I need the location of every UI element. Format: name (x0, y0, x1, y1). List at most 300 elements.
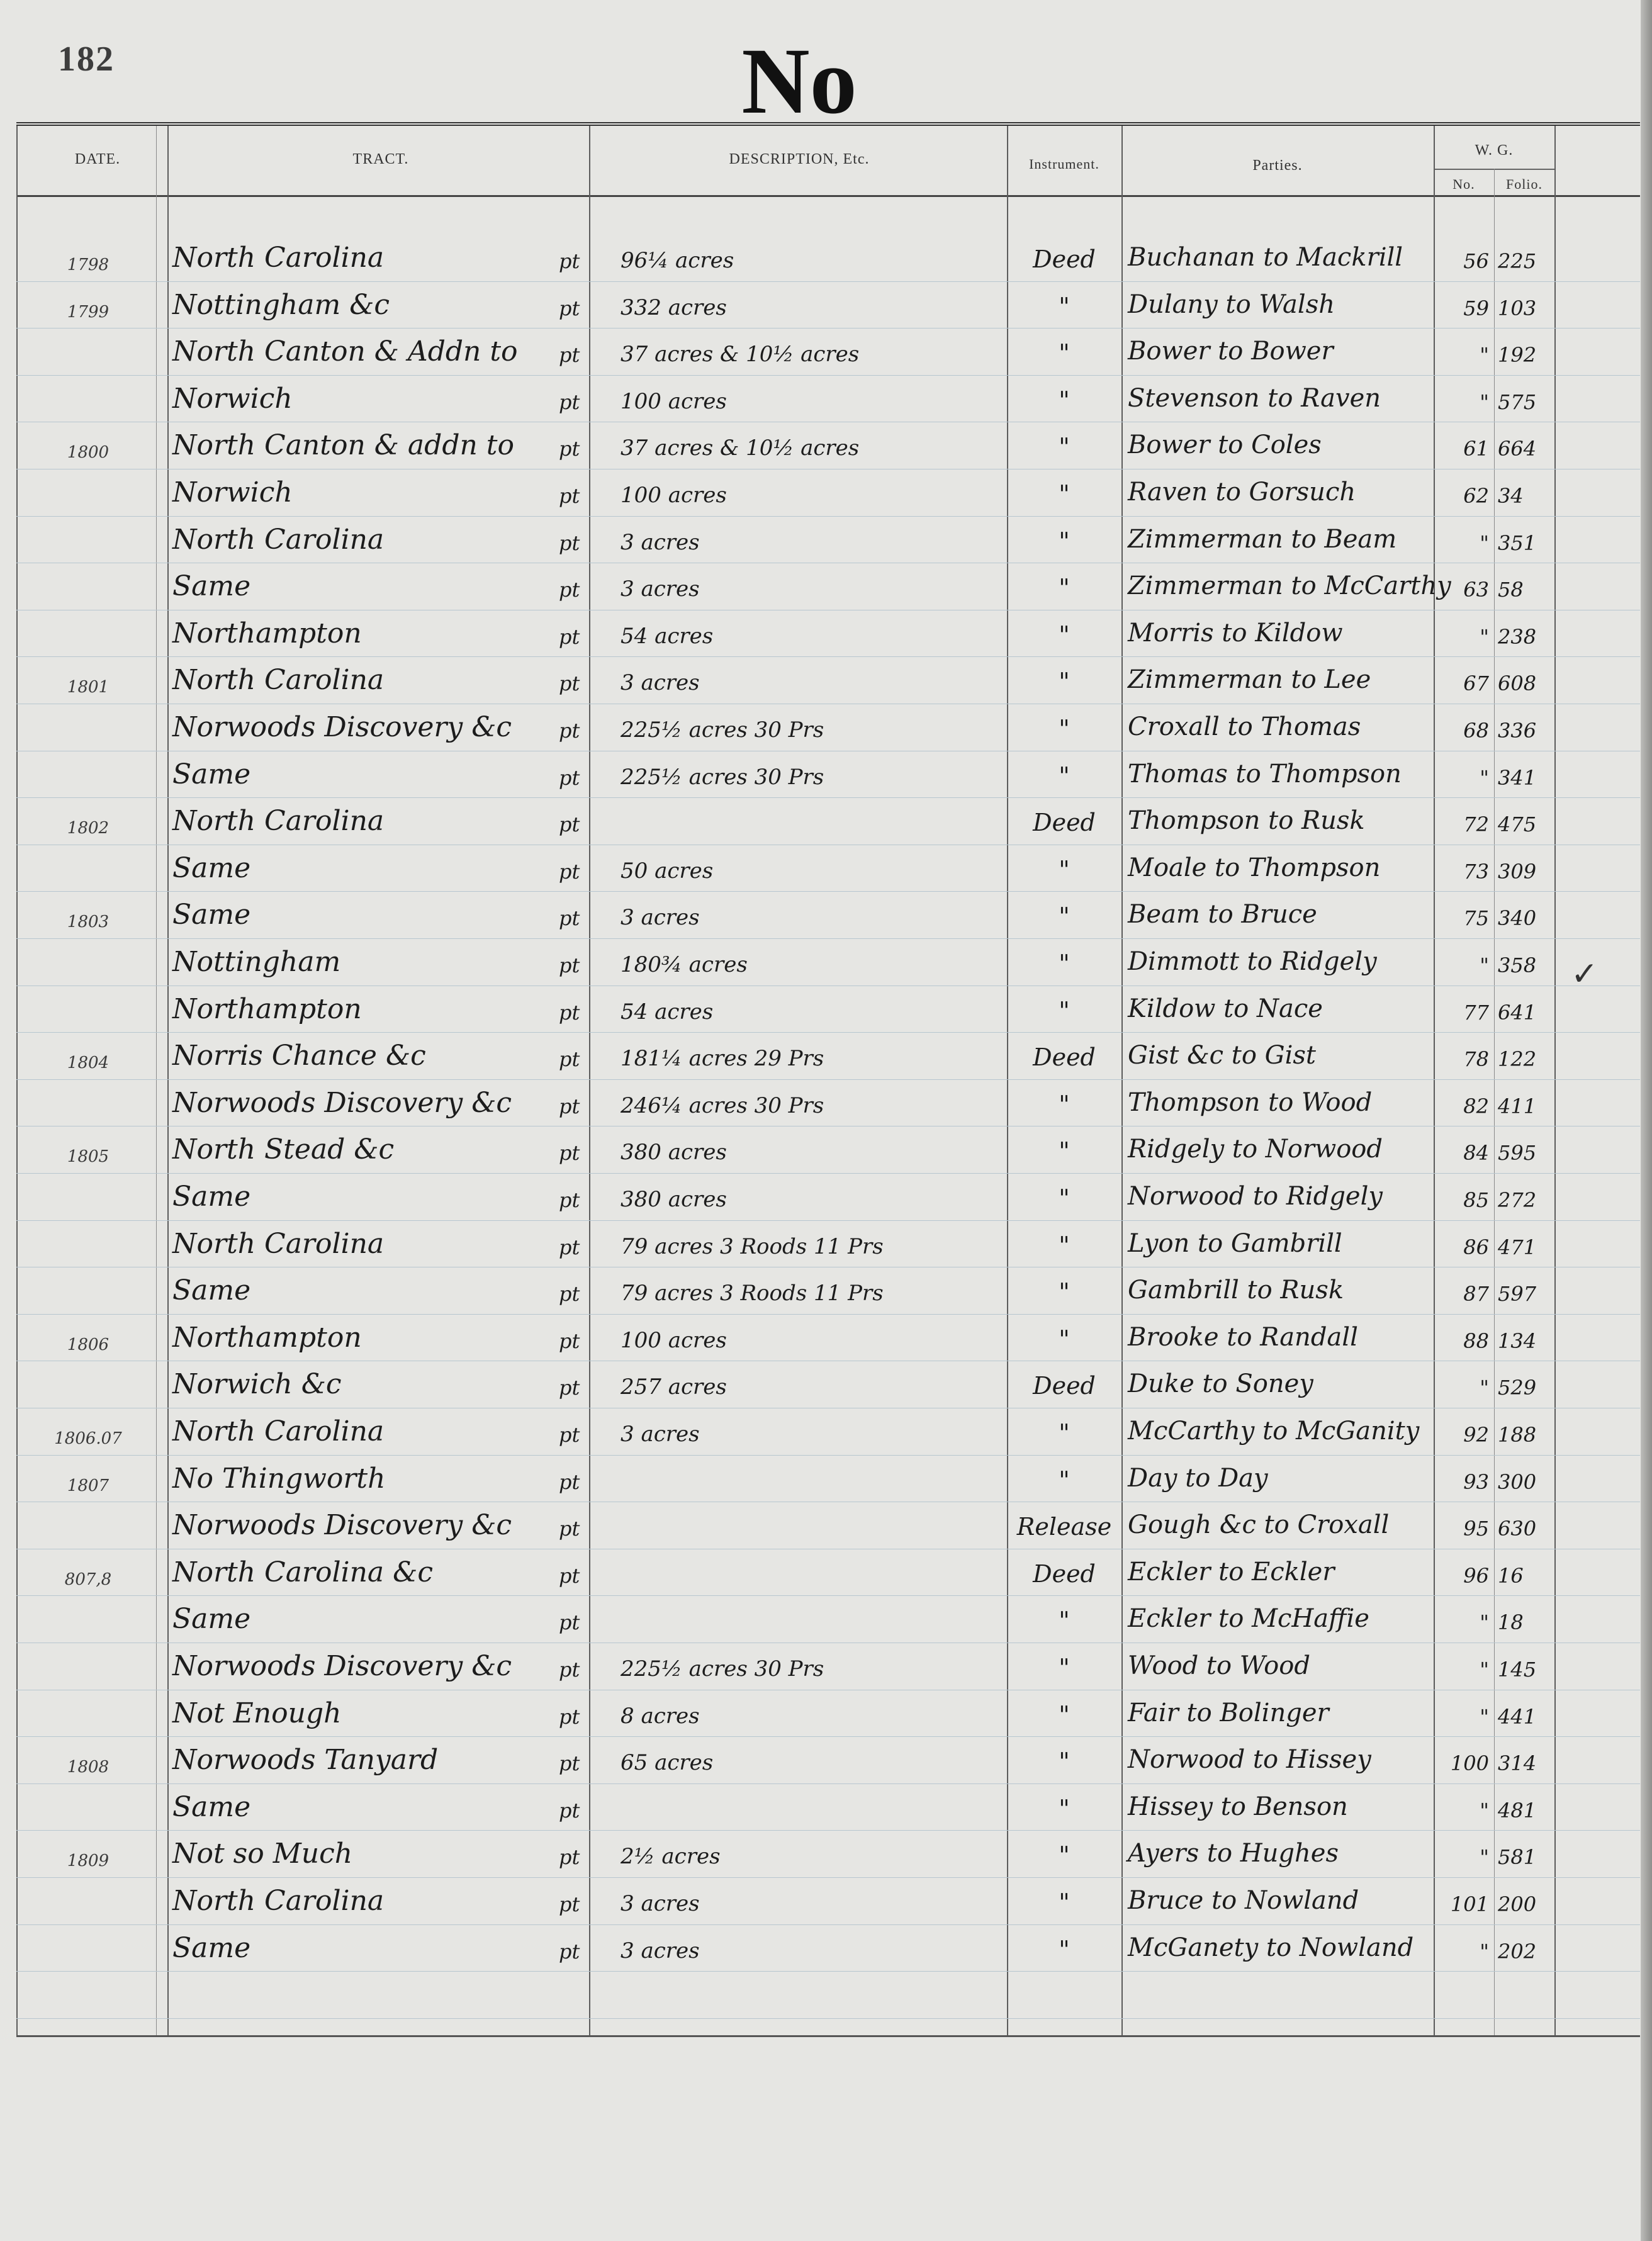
cell-parties: Dimmott to Ridgely (1128, 947, 1377, 976)
cell-folio: 351 (1498, 531, 1537, 555)
ledger-line (16, 2018, 1640, 2019)
cell-no: " (1480, 953, 1489, 977)
header-description: DESCRIPTION, Etc. (729, 151, 870, 167)
cell-parties: Duke to Soney (1128, 1369, 1313, 1398)
cell-inst: " (1059, 997, 1070, 1025)
cell-folio: 272 (1498, 1188, 1537, 1212)
cell-no: 88 (1463, 1329, 1489, 1353)
cell-tract: Norwoods Discovery &c (172, 1509, 512, 1541)
cell-no: 73 (1463, 860, 1489, 884)
cell-tract: Same (172, 899, 251, 931)
cell-pt: pt (559, 1705, 580, 1729)
cell-tract: North Carolina (172, 1885, 385, 1917)
cell-parties: Wood to Wood (1128, 1651, 1310, 1680)
cell-tract: Norris Chance &c (172, 1040, 426, 1072)
ledger-line (16, 656, 1640, 657)
cell-no: " (1480, 343, 1489, 367)
cell-date: 1803 (67, 913, 110, 931)
cell-desc: 96¼ acres (621, 248, 734, 273)
cell-desc: 100 acres (621, 389, 727, 414)
cell-inst: " (1059, 902, 1070, 930)
cell-desc: 65 acres (621, 1750, 714, 1775)
cell-inst: Deed (1033, 809, 1096, 836)
cell-tract: North Stead &c (172, 1133, 395, 1165)
cell-tract: Norwoods Tanyard (172, 1744, 439, 1776)
cell-parties: Day to Day (1128, 1464, 1268, 1493)
cell-inst: " (1059, 1419, 1070, 1447)
ledger-line (16, 1595, 1640, 1596)
cell-desc: 246¼ acres 30 Prs (621, 1093, 824, 1118)
cell-no: 62 (1463, 484, 1489, 508)
cell-folio: 340 (1498, 906, 1537, 930)
cell-tract: Same (172, 852, 251, 884)
cell-inst: " (1059, 1184, 1070, 1212)
cell-desc: 380 acres (621, 1187, 727, 1212)
cell-tract: Norwich &c (172, 1368, 342, 1400)
cell-no: " (1480, 531, 1489, 555)
cell-date: 1804 (67, 1053, 110, 1072)
cell-parties: Ayers to Hughes (1128, 1839, 1339, 1868)
cell-desc: 225½ acres 30 Prs (621, 1656, 824, 1682)
cell-folio: 341 (1498, 766, 1537, 790)
header-bottom-rule (16, 195, 1640, 197)
header-no: No. (1453, 176, 1475, 192)
cell-no: 93 (1463, 1470, 1489, 1494)
cell-desc: 3 acres (621, 670, 700, 695)
cell-no: " (1480, 1799, 1489, 1823)
cell-tract: Not so Much (172, 1838, 353, 1870)
cell-desc: 79 acres 3 Roods 11 Prs (621, 1234, 884, 1259)
cell-tract: Northampton (172, 617, 362, 649)
cell-tract: North Carolina (172, 524, 385, 556)
cell-inst: " (1059, 950, 1070, 977)
cell-folio: 300 (1498, 1470, 1537, 1494)
cell-no: " (1480, 1705, 1489, 1729)
cell-tract: No Thingworth (172, 1463, 386, 1495)
cell-tract: Not Enough (172, 1697, 342, 1729)
cell-pt: pt (559, 1376, 580, 1400)
cell-folio: 481 (1498, 1799, 1537, 1823)
cell-inst: " (1059, 433, 1070, 461)
cell-date: 1806.07 (54, 1429, 122, 1448)
cell-no: " (1480, 1658, 1489, 1682)
cell-inst: " (1059, 1278, 1070, 1306)
cell-tract: North Carolina (172, 1415, 385, 1447)
cell-folio: 475 (1498, 812, 1537, 836)
cell-no: 87 (1463, 1282, 1489, 1306)
cell-pt: pt (559, 671, 580, 695)
cell-no: 75 (1463, 906, 1489, 930)
cell-parties: Fair to Bolinger (1128, 1699, 1329, 1727)
ledger-line (16, 1173, 1640, 1174)
cell-desc: 37 acres & 10½ acres (621, 435, 860, 461)
cell-folio: 200 (1498, 1892, 1537, 1916)
cell-folio: 103 (1498, 296, 1537, 320)
cell-inst: " (1059, 574, 1070, 602)
cell-pt: pt (559, 1282, 580, 1306)
cell-pt: pt (559, 1751, 580, 1775)
ledger-line (16, 891, 1640, 892)
cell-desc: 380 acres (621, 1140, 727, 1165)
cell-no: 96 (1463, 1564, 1489, 1588)
cell-folio: 134 (1498, 1329, 1537, 1353)
cell-no: 95 (1463, 1517, 1489, 1541)
header-top-rule (16, 122, 1640, 126)
cell-parties: Buchanan to Mackrill (1128, 243, 1403, 272)
cell-folio: 471 (1498, 1235, 1537, 1259)
cell-folio: 192 (1498, 343, 1537, 367)
header-instrument: Instrument. (1029, 156, 1099, 172)
cell-desc: 100 acres (621, 1328, 727, 1353)
cell-date: 1805 (67, 1147, 110, 1166)
cell-desc: 54 acres (621, 624, 714, 649)
cell-parties: Croxall to Thomas (1128, 712, 1361, 741)
cell-no: " (1480, 1610, 1489, 1634)
cell-no: " (1480, 1845, 1489, 1869)
cell-pt: pt (559, 249, 580, 273)
cell-pt: pt (559, 343, 580, 367)
cell-pt: pt (559, 906, 580, 930)
cell-pt: pt (559, 1188, 580, 1212)
cell-pt: pt (559, 860, 580, 884)
cell-no: 92 (1463, 1423, 1489, 1447)
cell-tract: Northampton (172, 993, 362, 1025)
cell-pt: pt (559, 1470, 580, 1494)
cell-parties: Ridgely to Norwood (1128, 1135, 1383, 1164)
cell-no: 61 (1463, 437, 1489, 461)
cell-inst: " (1059, 293, 1070, 320)
ledger-line (16, 1220, 1640, 1221)
header-tract: TRACT. (352, 151, 409, 167)
cell-folio: 238 (1498, 625, 1537, 649)
cell-parties: Eckler to Eckler (1128, 1558, 1335, 1587)
header-date: DATE. (74, 151, 121, 167)
cell-inst: " (1059, 1701, 1070, 1729)
cell-tract: Norwoods Discovery &c (172, 711, 512, 743)
cell-no: 85 (1463, 1188, 1489, 1212)
cell-desc: 3 acres (621, 576, 700, 602)
cell-pt: pt (559, 1094, 580, 1118)
ledger-line (16, 328, 1640, 329)
col-rule-date-right (167, 126, 169, 2035)
cell-desc: 37 acres & 10½ acres (621, 342, 860, 367)
header-folio: Folio. (1506, 176, 1542, 192)
cell-parties: Zimmerman to Beam (1128, 525, 1397, 554)
cell-inst: Deed (1033, 1372, 1096, 1400)
cell-inst: " (1059, 386, 1070, 414)
cell-tract: Same (172, 1603, 251, 1635)
cell-inst: " (1059, 1325, 1070, 1353)
cell-tract: Nottingham (172, 946, 341, 978)
cell-no: " (1480, 1376, 1489, 1400)
cell-pt: pt (559, 1940, 580, 1963)
cell-tract: Same (172, 1274, 251, 1306)
cell-inst: " (1059, 1889, 1070, 1916)
cell-folio: 411 (1498, 1094, 1537, 1118)
cell-tract: Same (172, 1791, 251, 1823)
cell-pt: pt (559, 1799, 580, 1823)
cell-pt: pt (559, 1564, 580, 1588)
cell-folio: 202 (1498, 1940, 1537, 1963)
cell-inst: " (1059, 1137, 1070, 1165)
cell-no: 82 (1463, 1094, 1489, 1118)
ledger-line (16, 1830, 1640, 1831)
ledger-line (16, 1783, 1640, 1784)
cell-tract: Norwoods Discovery &c (172, 1087, 512, 1119)
cell-no: " (1480, 1940, 1489, 1963)
ledger-line (16, 516, 1640, 517)
cell-desc: 180¾ acres (621, 952, 748, 977)
cell-no: 68 (1463, 719, 1489, 743)
cell-inst: " (1059, 715, 1070, 743)
cell-folio: 188 (1498, 1423, 1537, 1447)
cell-pt: pt (559, 1423, 580, 1447)
ledger-line (16, 375, 1640, 376)
cell-inst: " (1059, 1936, 1070, 1963)
cell-pt: pt (559, 531, 580, 555)
cell-no: 84 (1463, 1141, 1489, 1165)
cell-folio: 145 (1498, 1658, 1537, 1682)
cell-parties: Norwood to Ridgely (1128, 1182, 1383, 1211)
cell-inst: Release (1016, 1513, 1112, 1541)
cell-folio: 18 (1498, 1610, 1524, 1634)
cell-parties: Thomas to Thompson (1128, 760, 1402, 789)
cell-desc: 225½ acres 30 Prs (621, 717, 824, 743)
cell-desc: 257 acres (621, 1374, 727, 1400)
cell-inst: " (1059, 527, 1070, 555)
header-parties: Parties. (1252, 157, 1303, 174)
cell-inst: " (1059, 1795, 1070, 1823)
cell-inst: " (1059, 339, 1070, 367)
cell-parties: Thompson to Rusk (1128, 806, 1365, 835)
cell-folio: 581 (1498, 1845, 1537, 1869)
cell-inst: " (1059, 762, 1070, 790)
cell-desc: 50 acres (621, 858, 714, 884)
cell-inst: Deed (1033, 1560, 1096, 1588)
cell-folio: 358 (1498, 953, 1537, 977)
page-number: 182 (58, 40, 115, 79)
cell-parties: Zimmerman to Lee (1128, 665, 1371, 694)
cell-parties: McCarthy to McGanity (1128, 1417, 1420, 1446)
table-bottom-rule (16, 2035, 1640, 2037)
cell-folio: 122 (1498, 1047, 1537, 1071)
ledger-line (16, 1736, 1640, 1737)
cell-pt: pt (559, 953, 580, 977)
col-rule-no-right (1494, 169, 1495, 2035)
cell-inst: Deed (1033, 1043, 1096, 1071)
cell-folio: 309 (1498, 860, 1537, 884)
cell-inst: " (1059, 621, 1070, 649)
cell-folio: 58 (1498, 578, 1524, 602)
cell-folio: 16 (1498, 1564, 1524, 1588)
cell-no: " (1480, 625, 1489, 649)
col-rule-inst-right (1121, 126, 1123, 2035)
cell-inst: " (1059, 1654, 1070, 1682)
cell-tract: Same (172, 570, 251, 602)
ledger-line (16, 1877, 1640, 1878)
ledger-line (16, 797, 1640, 798)
cell-folio: 314 (1498, 1751, 1537, 1775)
cell-inst: " (1059, 1748, 1070, 1775)
cell-parties: Eckler to McHaffie (1128, 1604, 1369, 1633)
cell-tract: North Canton & Addn to (172, 335, 518, 368)
cell-desc: 8 acres (621, 1704, 700, 1729)
col-rule-tract-right (589, 126, 590, 2035)
cell-folio: 225 (1498, 249, 1537, 273)
cell-parties: Stevenson to Raven (1128, 384, 1381, 413)
cell-parties: Bower to Coles (1128, 430, 1322, 459)
ledger-line (16, 1032, 1640, 1033)
cell-date: 1798 (67, 256, 110, 274)
cell-parties: Moale to Thompson (1128, 853, 1381, 882)
cell-folio: 529 (1498, 1376, 1537, 1400)
cell-inst: Deed (1033, 245, 1096, 273)
cell-pt: pt (559, 1845, 580, 1869)
cell-no: " (1480, 766, 1489, 790)
cell-tract: North Carolina (172, 805, 385, 837)
cell-pt: pt (559, 1141, 580, 1165)
cell-date: 1807 (67, 1476, 110, 1495)
cell-inst: " (1059, 480, 1070, 508)
col-rule-date-left (16, 126, 18, 2035)
ledger-line (16, 938, 1640, 939)
cell-no: 56 (1463, 249, 1489, 273)
cell-date: 1802 (67, 819, 110, 838)
cell-parties: Gough &c to Croxall (1128, 1510, 1390, 1539)
ledger-line (16, 1455, 1640, 1456)
cell-parties: Thompson to Wood (1128, 1088, 1373, 1117)
cell-desc: 181¼ acres 29 Prs (621, 1046, 824, 1071)
cell-parties: Lyon to Gambrill (1128, 1229, 1342, 1258)
cell-date: 1801 (67, 678, 110, 697)
cell-pt: pt (559, 1001, 580, 1025)
cell-pt: pt (559, 766, 580, 790)
cell-pt: pt (559, 437, 580, 461)
cell-tract: North Carolina (172, 242, 385, 274)
cell-folio: 630 (1498, 1517, 1537, 1541)
cell-desc: 3 acres (621, 1938, 700, 1963)
cell-date: 807,8 (64, 1570, 112, 1589)
cell-date: 1799 (67, 303, 110, 322)
cell-parties: Dulany to Walsh (1128, 290, 1335, 319)
cell-pt: pt (559, 719, 580, 743)
cell-folio: 336 (1498, 719, 1537, 743)
cell-tract: Norwoods Discovery &c (172, 1650, 512, 1682)
cell-parties: Gambrill to Rusk (1128, 1276, 1344, 1305)
cell-date: 1808 (67, 1758, 110, 1777)
cell-folio: 441 (1498, 1705, 1537, 1729)
cell-pt: pt (559, 1047, 580, 1071)
cell-no: 72 (1463, 812, 1489, 836)
cell-parties: Raven to Gorsuch (1128, 478, 1356, 507)
margin-check-mark: ✓ (1571, 957, 1599, 992)
cell-desc: 54 acres (621, 999, 714, 1025)
col-rule-date-inner (156, 126, 157, 2035)
cell-tract: North Carolina (172, 1228, 385, 1260)
cell-tract: North Carolina &c (172, 1556, 433, 1588)
cell-desc: 225½ acres 30 Prs (621, 765, 824, 790)
cell-desc: 2½ acres (621, 1844, 721, 1869)
col-rule-folio-right (1554, 126, 1556, 2035)
cell-folio: 608 (1498, 671, 1537, 695)
cell-tract: Same (172, 758, 251, 790)
cell-inst: " (1059, 1466, 1070, 1494)
cell-no: 63 (1463, 578, 1489, 602)
cell-no: 78 (1463, 1047, 1489, 1071)
cell-parties: Bower to Bower (1128, 337, 1334, 366)
cell-pt: pt (559, 1329, 580, 1353)
cell-no: 100 (1450, 1751, 1489, 1775)
cell-pt: pt (559, 812, 580, 836)
cell-date: 1800 (67, 443, 110, 462)
cell-pt: pt (559, 390, 580, 414)
ledger-line (16, 1079, 1640, 1080)
ledger-line (16, 1314, 1640, 1315)
cell-pt: pt (559, 1235, 580, 1259)
cell-desc: 3 acres (621, 1891, 700, 1916)
cell-inst: " (1059, 1091, 1070, 1118)
cell-no: 77 (1463, 1001, 1489, 1025)
cell-folio: 597 (1498, 1282, 1537, 1306)
cell-no: 101 (1450, 1892, 1489, 1916)
cell-no: 59 (1463, 296, 1489, 320)
page-heading: No (741, 29, 857, 133)
cell-pt: pt (559, 1517, 580, 1541)
cell-tract: North Canton & addn to (172, 429, 514, 461)
cell-folio: 34 (1498, 484, 1524, 508)
cell-folio: 664 (1498, 437, 1537, 461)
ledger-line (16, 1924, 1640, 1925)
cell-parties: Hissey to Benson (1128, 1792, 1348, 1821)
cell-parties: Norwood to Hissey (1128, 1745, 1371, 1774)
cell-tract: Northampton (172, 1322, 362, 1354)
cell-pt: pt (559, 1658, 580, 1682)
cell-pt: pt (559, 625, 580, 649)
cell-folio: 641 (1498, 1001, 1537, 1025)
cell-parties: Kildow to Nace (1128, 994, 1323, 1023)
cell-desc: 3 acres (621, 530, 700, 555)
page-edge (1641, 0, 1652, 2241)
cell-pt: pt (559, 484, 580, 508)
cell-date: 1806 (67, 1335, 110, 1354)
ledger-line (16, 1971, 1640, 1972)
cell-parties: Morris to Kildow (1128, 619, 1343, 648)
cell-desc: 3 acres (621, 1422, 700, 1447)
cell-desc: 332 acres (621, 295, 727, 320)
cell-tract: Nottingham &c (172, 289, 390, 321)
cell-parties: Gist &c to Gist (1128, 1041, 1317, 1070)
cell-parties: Brooke to Randall (1128, 1323, 1358, 1352)
cell-date: 1809 (67, 1851, 110, 1870)
cell-tract: Norwich (172, 383, 293, 415)
cell-parties: Bruce to Nowland (1128, 1886, 1359, 1915)
cell-parties: McGanety to Nowland (1128, 1933, 1414, 1962)
cell-tract: North Carolina (172, 664, 385, 696)
ledger-line (16, 281, 1640, 282)
cell-inst: " (1059, 1607, 1070, 1634)
cell-tract: Same (172, 1932, 251, 1964)
cell-folio: 595 (1498, 1141, 1537, 1165)
cell-parties: Zimmerman to McCarthy (1128, 571, 1451, 600)
cell-inst: " (1059, 856, 1070, 884)
cell-inst: " (1059, 1841, 1070, 1869)
cell-no: 86 (1463, 1235, 1489, 1259)
cell-pt: pt (559, 1892, 580, 1916)
cell-inst: " (1059, 668, 1070, 695)
cell-tract: Same (172, 1181, 251, 1213)
cell-desc: 3 acres (621, 905, 700, 930)
cell-desc: 79 acres 3 Roods 11 Prs (621, 1281, 884, 1306)
